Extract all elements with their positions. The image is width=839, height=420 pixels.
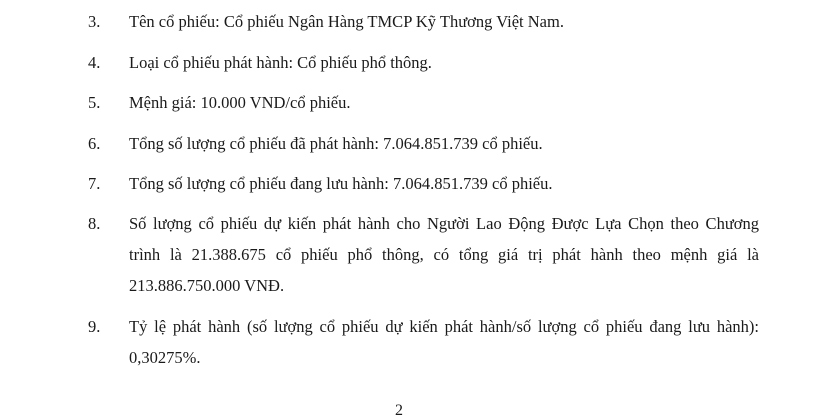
list-item-text-line: 213.886.750.000 VNĐ. xyxy=(129,276,285,295)
list-item-text: Tên cổ phiếu: Cổ phiếu Ngân Hàng TMCP Kỹ Thương Việt Nam. xyxy=(129,12,564,31)
list-item-number: 8. xyxy=(88,214,101,233)
list-item-number: 7. xyxy=(88,174,101,193)
list-item-text-line: Số lượng cổ phiếu dự kiến phát hành cho Người Lao Động Được Lựa Chọn theo Chương xyxy=(129,214,759,233)
page-number: 2 xyxy=(395,402,403,419)
list-item-text: Tổng số lượng cổ phiếu đang lưu hành: 7.064.851.739 cổ phiếu. xyxy=(129,174,553,193)
list-item-text-line: 0,30275%. xyxy=(129,348,201,367)
list-item-number: 5. xyxy=(88,93,101,112)
list-item-text-line: trình là 21.388.675 cổ phiếu phổ thông, có tổng giá trị phát hành theo mệnh giá là xyxy=(129,245,759,264)
list-item-text-line: Tỷ lệ phát hành (số lượng cổ phiếu dự kiến phát hành/số lượng cổ phiếu đang lưu hành): xyxy=(129,317,759,336)
list-item-text: Tổng số lượng cổ phiếu đã phát hành: 7.064.851.739 cổ phiếu. xyxy=(129,134,543,153)
list-item-text: Loại cổ phiếu phát hành: Cổ phiếu phổ thông. xyxy=(129,53,432,72)
list-item-number: 6. xyxy=(88,134,101,153)
list-item-text: Mệnh giá: 10.000 VND/cổ phiếu. xyxy=(129,93,351,112)
list-item-number: 4. xyxy=(88,53,101,72)
list-item-number: 3. xyxy=(88,12,101,31)
list-item-number: 9. xyxy=(88,317,101,336)
